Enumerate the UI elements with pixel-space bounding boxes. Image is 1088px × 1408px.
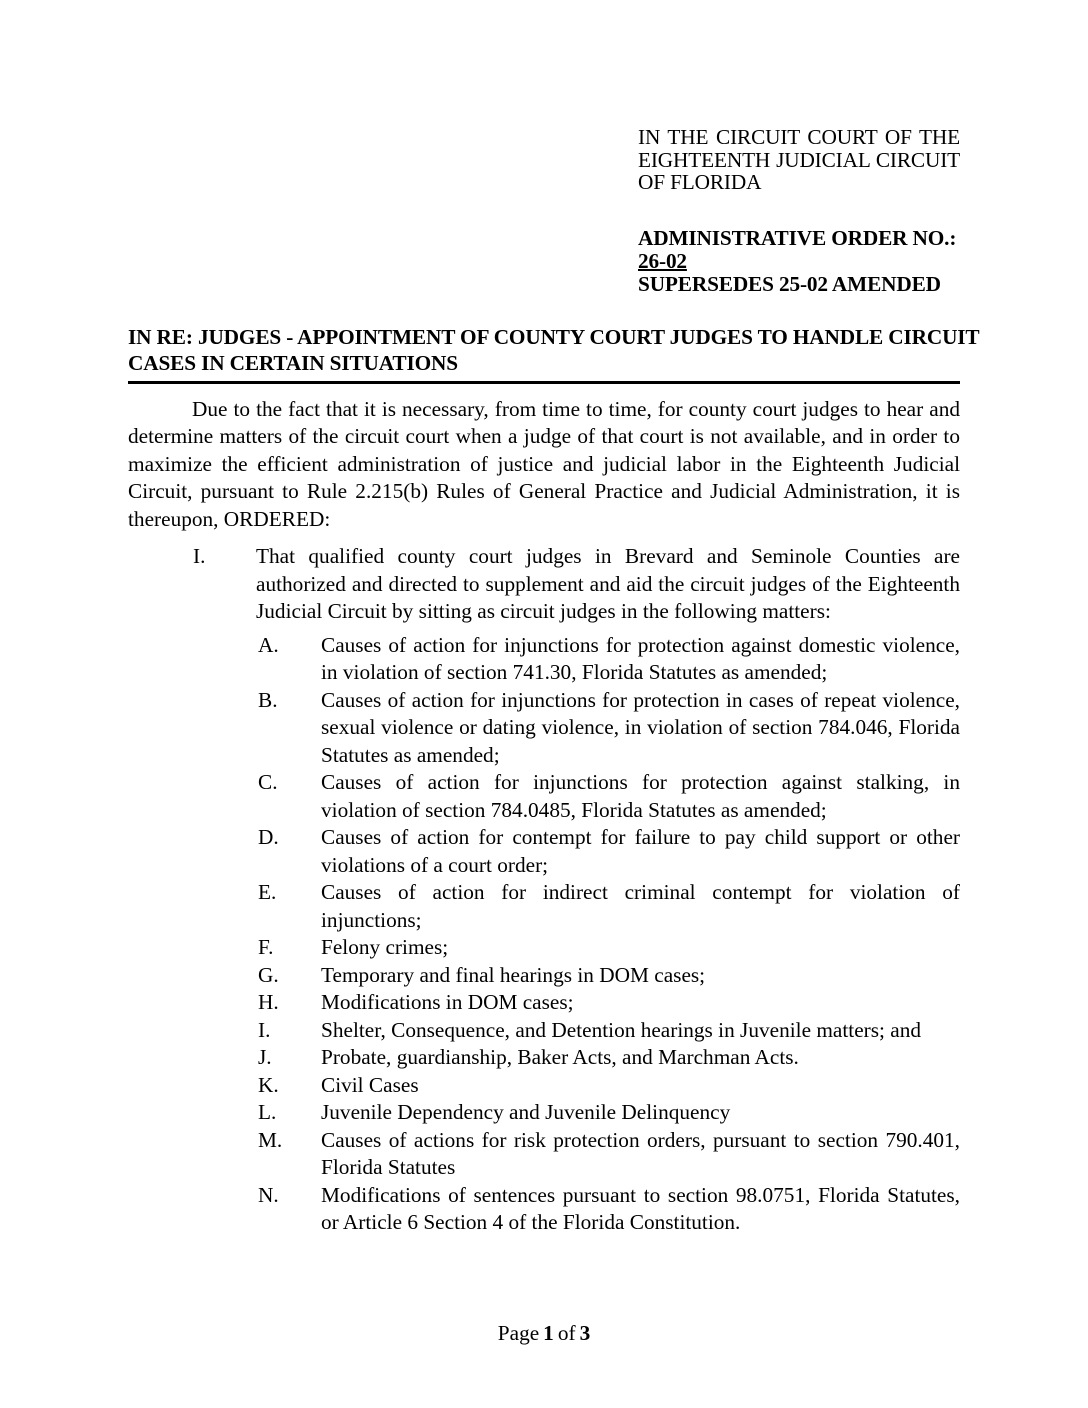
- list-item-letter: M.: [258, 1127, 283, 1152]
- list-item-letter: B.: [258, 687, 278, 712]
- list-item-letter: H.: [258, 990, 279, 1014]
- court-header-line: EIGHTEENTH JUDICIAL CIRCUIT: [638, 147, 960, 172]
- list-item-text: Juvenile Dependency and Juvenile Delinquency: [321, 1100, 731, 1124]
- order-number: 26-02: [638, 248, 687, 273]
- list-item-text: Causes of action for contempt for failure to pay child support or other violations of a court order;: [321, 825, 960, 877]
- list-item: [128, 1127, 960, 1182]
- footer-total-pages: 3: [579, 1321, 591, 1345]
- list-item-letter: E.: [258, 880, 277, 904]
- list-item: [128, 1182, 960, 1237]
- list-item: [128, 1099, 960, 1127]
- list-item-text: Causes of action for indirect criminal contempt for violation of injunctions;: [321, 880, 960, 932]
- list-item: [128, 1017, 960, 1045]
- order-supersedes: SUPERSEDES 25-02 AMENDED: [638, 271, 941, 296]
- footer-of-label: of: [557, 1321, 576, 1345]
- list-item: [128, 632, 960, 687]
- order-label: ADMINISTRATIVE ORDER NO.:: [638, 225, 957, 250]
- list-item-letter: D.: [258, 825, 279, 849]
- list-item: [128, 962, 960, 990]
- section-item: [128, 543, 960, 626]
- administrative-order-block: [638, 227, 960, 296]
- list-item-text: Civil Cases: [321, 1072, 419, 1097]
- list-item-text: Causes of action for injunctions for protection against stalking, in violation of section 784.0485, Florida Statutes as amended;: [321, 770, 960, 822]
- list-item: [128, 824, 960, 879]
- list-item-text: Modifications of sentences pursuant to section 98.0751, Florida Statutes, or Article 6 Section 4 of the Florida Constitution.: [321, 1182, 960, 1234]
- list-item-letter: J.: [258, 1045, 272, 1069]
- list-item: [128, 989, 960, 1017]
- list-item-letter: A.: [258, 632, 279, 657]
- list-item: [128, 687, 960, 770]
- lettered-list: [128, 632, 960, 1237]
- document-title-line: CASES IN CERTAIN SITUATIONS: [128, 350, 458, 375]
- document-title: [128, 324, 980, 384]
- section-text: That qualified county court judges in Brevard and Seminole Counties are authorized and directed to supplement and aid the circuit judges of the Eighteenth Judicial Circuit by sitting as circuit judges in the following matters:: [256, 544, 960, 623]
- list-item-text: Probate, guardianship, Baker Acts, and Marchman Acts.: [321, 1045, 799, 1069]
- list-item-text: Shelter, Consequence, and Detention hearings in Juvenile matters; and: [321, 1017, 922, 1042]
- list-item: [128, 934, 960, 962]
- list-item-text: Causes of actions for risk protection orders, pursuant to section 790.401, Florida Statutes: [321, 1127, 960, 1179]
- list-item-text: Causes of action for injunctions for protection against domestic violence, in violation of section 741.30, Florida Statutes as amended;: [321, 632, 960, 684]
- court-header-line: OF FLORIDA: [638, 170, 762, 194]
- footer-current-page: 1: [543, 1321, 554, 1345]
- footer-page-label: Page: [497, 1321, 540, 1345]
- list-item: [128, 1044, 960, 1072]
- list-item: [128, 769, 960, 824]
- list-item-letter: G.: [258, 962, 279, 987]
- page-number-footer: [0, 1322, 1088, 1345]
- list-item-text: Modifications in DOM cases;: [321, 990, 574, 1014]
- court-header: [638, 126, 960, 194]
- list-item-letter: C.: [258, 770, 278, 794]
- section-number: I.: [193, 544, 206, 568]
- list-item-letter: N.: [258, 1182, 279, 1207]
- document-title-line: IN RE: JUDGES - APPOINTMENT OF COUNTY COURT JUDGES TO HANDLE CIRCUIT: [128, 324, 980, 349]
- list-item-text: Causes of action for injunctions for protection in cases of repeat violence, sexual violence or dating violence, in violation of section 784.046, Florida Statutes as amended;: [321, 687, 960, 767]
- list-item-text: Felony crimes;: [321, 935, 449, 959]
- list-item: [128, 879, 960, 934]
- list-item-text: Temporary and final hearings in DOM cases;: [321, 962, 706, 987]
- list-item-letter: F.: [258, 935, 274, 959]
- list-item-letter: K.: [258, 1072, 279, 1097]
- list-item: [128, 1072, 960, 1100]
- list-item-letter: I.: [258, 1017, 271, 1042]
- list-item-letter: L.: [258, 1100, 277, 1124]
- opening-paragraph: Due to the fact that it is necessary, from time to time, for county court judges to hear and determine matters of the circuit court when a judge of that court is not available, and in order to maximize the efficient administration of justice and judicial labor in the Eighteenth Judicial Circuit, pursuant to Rule 2.215(b) Rules of General Practice and Judicial Administration, it is thereupon, ORDERED:: [128, 396, 960, 531]
- court-header-line: IN THE CIRCUIT COURT OF THE: [638, 125, 960, 149]
